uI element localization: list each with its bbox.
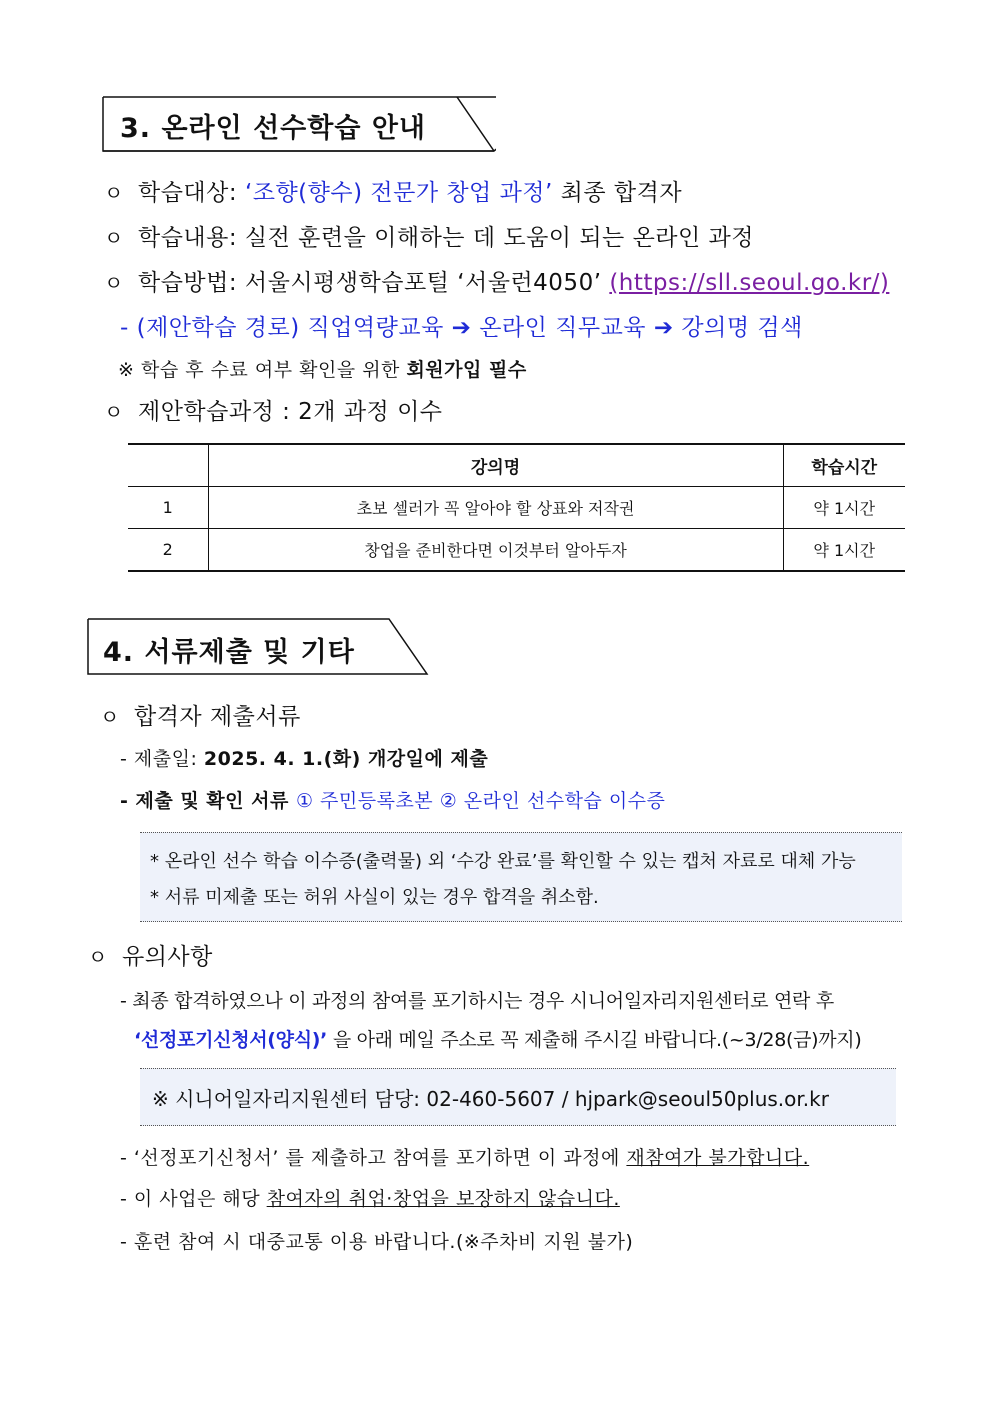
target-suffix: 최종 합격자: [552, 180, 683, 206]
docs-heading: [100, 698, 301, 731]
target-value: ‘조향(향수) 전문가 창업 과정’: [244, 180, 553, 206]
table-row: [128, 487, 905, 529]
caution1-line1: - 최종 합격하였으나 이 과정의 참여를 포기하시는 경우 시니어일자리지원센터로 연락 후: [120, 990, 834, 1012]
table-row: [128, 529, 905, 572]
signup-note-bold: 회원가입 필수: [406, 359, 527, 381]
submit-docs-value: ① 주민등록초본 ② 온라인 선수학습 이수증: [295, 790, 666, 812]
docs-heading-text: 합격자 제출서류: [134, 704, 301, 730]
submit-docs-line: [120, 786, 665, 813]
header-name: 강의명: [208, 444, 783, 487]
method-label: 학습방법: 서울시평생학습포털 ‘서울런4050’: [138, 270, 610, 296]
content-text: 학습내용: 실전 훈련을 이해하는 데 도움이 되는 온라인 과정: [138, 225, 754, 251]
section3-title: 3. 온라인 선수학습 안내: [120, 113, 426, 144]
caution-heading: [88, 938, 213, 971]
signup-note: [118, 355, 527, 382]
submit-date-value: 2025. 4. 1.(화) 개강일에 제출: [203, 748, 489, 770]
submit-docs-prefix: - 제출 및 확인 서류: [120, 790, 296, 812]
section4-title: 4. 서류제출 및 기타: [103, 637, 355, 668]
signup-note-prefix: ※ 학습 후 수료 여부 확인을 위한: [118, 359, 407, 381]
caution2-prefix: - ‘선정포기신청서’ 를 제출하고 참여를 포기하면 이 과정에: [120, 1147, 627, 1169]
caution-heading-text: 유의사항: [122, 944, 213, 970]
contact-text: ※ 시니어일자리지원센터 담당: 02-460-5607 / hjpark@seoul50plus.or.kr: [152, 1087, 829, 1111]
row-no: 2: [128, 529, 208, 572]
docs-note-2: * 서류 미제출 또는 허위 사실이 있는 경우 합격을 취소함.: [150, 887, 599, 908]
withdrawal-form-name: ‘선정포기신청서(양식)’: [134, 1029, 328, 1051]
caution3-underlined: 참여자의 취업·창업을 보장하지 않습니다.: [266, 1188, 620, 1210]
bullet-icon: ㅇ: [104, 271, 124, 295]
docs-note-1: * 온라인 선수 학습 이수증(출력물) 외 ‘수강 완료’를 확인할 수 있는 캡처 자료로 대체 가능: [150, 851, 856, 872]
caution1-line2: [134, 1025, 861, 1052]
submit-date-line: [120, 744, 488, 771]
bullet-icon: ㅇ: [100, 705, 120, 729]
target-label: 학습대상:: [138, 180, 245, 206]
contact-box: [140, 1068, 896, 1126]
bullet-icon: ㅇ: [88, 945, 108, 969]
row-name: 초보 셀러가 꼭 알아야 할 상표와 저작권: [208, 487, 783, 529]
bullet-icon: ㅇ: [104, 400, 124, 424]
content-line: [104, 219, 754, 252]
row-time: 약 1시간: [783, 487, 905, 529]
caution1-line2-text: 을 아래 메일 주소로 꼭 제출해 주시길 바랍니다.(~3/28(금)까지): [327, 1029, 862, 1051]
caution2-underlined: 재참여가 불가합니다.: [626, 1147, 810, 1169]
header-no: [128, 444, 208, 487]
bullet-icon: ㅇ: [104, 181, 124, 205]
row-name: 창업을 준비한다면 이것부터 알아두자: [208, 529, 783, 572]
method-line: [104, 264, 889, 297]
courses-table: [128, 443, 905, 572]
header-time: 학습시간: [783, 444, 905, 487]
docs-note-box: [140, 832, 902, 922]
courses-heading: [104, 393, 443, 426]
table-header-row: [128, 444, 905, 487]
section3-header: [102, 96, 496, 152]
caution2-line: [120, 1143, 809, 1170]
submit-date-prefix: - 제출일:: [120, 748, 204, 770]
caution3-line: [120, 1184, 620, 1211]
portal-link[interactable]: (https://sll.seoul.go.kr/): [609, 270, 890, 296]
courses-heading-text: 제안학습과정 : 2개 과정 이수: [138, 399, 443, 425]
bullet-icon: ㅇ: [104, 226, 124, 250]
path-line: - (제안학습 경로) 직업역량교육 ➔ 온라인 직무교육 ➔ 강의명 검색: [120, 315, 803, 341]
caution4-line: - 훈련 참여 시 대중교통 이용 바랍니다.(※주차비 지원 불가): [120, 1231, 634, 1253]
caution3-prefix: - 이 사업은 해당: [120, 1188, 267, 1210]
row-time: 약 1시간: [783, 529, 905, 572]
target-line: [104, 174, 682, 207]
row-no: 1: [128, 487, 208, 529]
section4-header: [87, 618, 429, 674]
